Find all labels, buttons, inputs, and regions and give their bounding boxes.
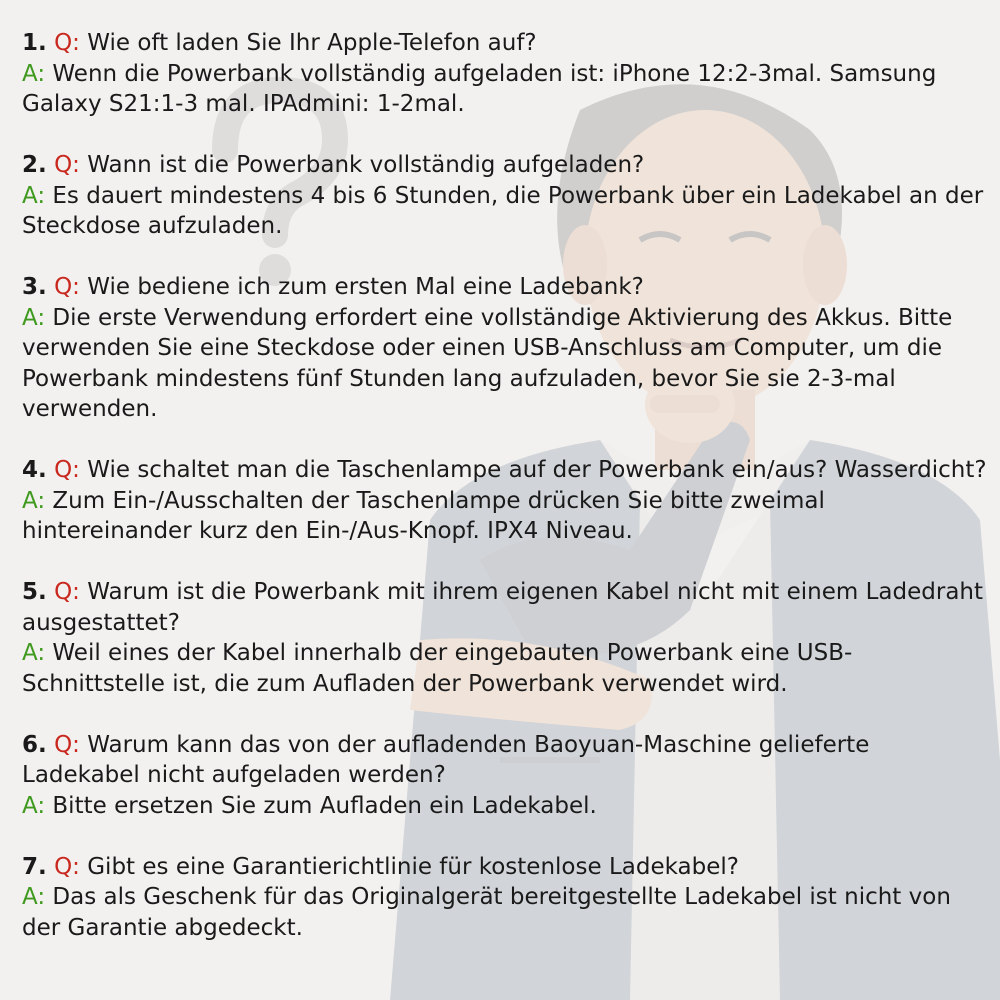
answer-label: A: — [22, 60, 46, 87]
answer-text: Bitte ersetzen Sie zum Aufladen ein Ladekabel. — [45, 792, 597, 819]
item-number: 2. — [22, 152, 47, 178]
answer-label: A: — [22, 884, 46, 910]
item-number: 7. — [22, 853, 47, 880]
answer-text: Es dauert mindestens 4 bis 6 Stunden, die Powerbank über ein Ladekabel an der Steckdose aufzuladen. — [22, 182, 984, 239]
question-label: Q: — [54, 30, 80, 56]
answer-text: Wenn die Powerbank vollständig aufgeladen ist: iPhone 12:2-3mal. Samsung Galaxy S21:1-3 mal. IPAdmini: 1-2mal. — [22, 60, 937, 117]
answer-line — [22, 486, 987, 547]
answer-line — [22, 791, 987, 822]
answer-label: A: — [22, 182, 46, 209]
item-number: 4. — [22, 457, 47, 483]
answer-text: Die erste Verwendung erfordert eine vollständige Aktivierung des Akkus. Bitte verwenden Sie eine Steckdose oder einen USB-Anschluss am Computer, um die Powerbank mindestens fünf Stunden lang aufzuladen, bevor Sie sie 2-3-mal verwenden. — [22, 304, 953, 422]
question-label: Q: — [54, 274, 80, 300]
answer-label: A: — [22, 792, 46, 819]
answer-line — [22, 638, 987, 699]
question-text: Warum ist die Powerbank mit ihrem eigenen Kabel nicht mit einem Ladedraht ausgestattet? — [22, 579, 984, 636]
question-line — [22, 272, 987, 303]
question-line — [22, 455, 987, 486]
question-text: Wie bediene ich zum ersten Mal eine Ladebank? — [79, 274, 644, 300]
faq-list — [22, 28, 987, 974]
answer-text: Das als Geschenk für das Originalgerät bereitgestellte Ladekabel ist nicht von der Garantie abgedeckt. — [22, 884, 951, 941]
question-label: Q: — [54, 579, 80, 605]
question-label: Q: — [54, 152, 80, 178]
answer-label: A: — [22, 640, 46, 666]
faq-item — [22, 852, 987, 944]
answer-line — [22, 303, 987, 425]
question-text: Wann ist die Powerbank vollständig aufgeladen? — [79, 152, 645, 178]
answer-line — [22, 59, 987, 120]
question-line — [22, 28, 987, 59]
question-label: Q: — [54, 457, 80, 483]
question-text: Wie oft laden Sie Ihr Apple-Telefon auf? — [79, 30, 537, 56]
answer-text: Zum Ein-/Ausschalten der Taschenlampe drücken Sie bitte zweimal hintereinander kurz den Ein-/Aus-Knopf. IPX4 Niveau. — [22, 487, 825, 544]
faq-item — [22, 150, 987, 242]
answer-line — [22, 882, 987, 943]
question-label: Q: — [54, 853, 80, 880]
item-number: 1. — [22, 30, 47, 56]
question-line — [22, 852, 987, 883]
item-number: 3. — [22, 274, 47, 300]
answer-line — [22, 181, 987, 242]
item-number: 5. — [22, 579, 47, 605]
question-text: Wie schaltet man die Taschenlampe auf der Powerbank ein/aus? Wasserdicht? — [79, 457, 987, 483]
faq-item — [22, 577, 987, 699]
question-line — [22, 577, 987, 638]
answer-label: A: — [22, 487, 46, 514]
answer-label: A: — [22, 304, 46, 331]
faq-item — [22, 730, 987, 822]
faq-item — [22, 272, 987, 425]
faq-item — [22, 455, 987, 547]
question-text: Warum kann das von der aufladenden Baoyuan-Maschine gelieferte Ladekabel nicht aufgeladen werden? — [22, 731, 870, 788]
question-line — [22, 150, 987, 181]
question-line — [22, 730, 987, 791]
question-text: Gibt es eine Garantierichtlinie für kostenlose Ladekabel? — [79, 853, 739, 880]
answer-text: Weil eines der Kabel innerhalb der eingebauten Powerbank eine USB-Schnittstelle ist, die zum Aufladen der Powerbank verwendet wird. — [22, 640, 853, 697]
faq-item — [22, 28, 987, 120]
question-label: Q: — [54, 731, 80, 758]
item-number: 6. — [22, 731, 47, 758]
